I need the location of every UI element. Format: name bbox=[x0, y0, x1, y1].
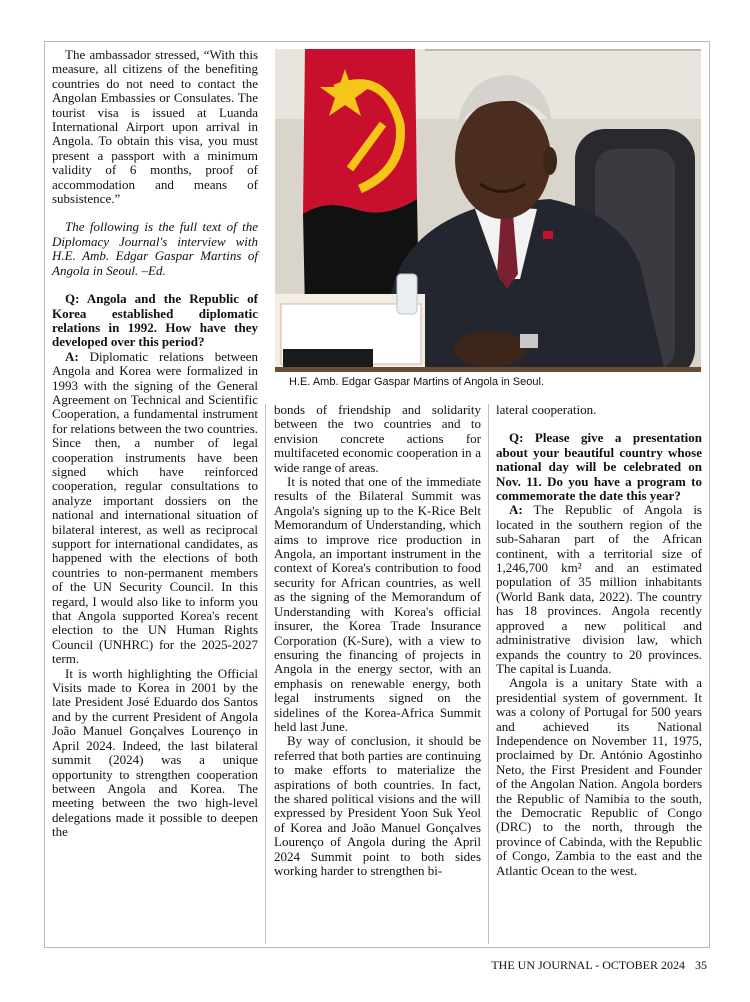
answer-label: A: bbox=[65, 348, 79, 364]
column-divider bbox=[265, 404, 266, 944]
answer-2 bbox=[496, 503, 702, 676]
answer-1 bbox=[52, 350, 258, 667]
intro-paragraph: The ambassador stressed, “With this measure, all citizens of the benefiting countries do not need to contact the Angolan Embassies or Consulates. The tourist visa is issued at Luanda International Airport upon arrival in Angola. To obtain this visa, you must present a passport with a minimum validity of 6 months, proof of accommodation and means of subsistence.” bbox=[52, 47, 258, 207]
answer-1-text: Diplomatic relations between Angola and Korea were formalized in 1993 with the signing of the General Agreement on Technical and Scientific Cooperation, a fundamental instrument for relations between the two countries. Since then, a number of legal cooperation instruments have been signed which have reinforced cooperation, regular consultations to analyze important dossiers on the national and international situation of bilateral interest, as well as reciprocal support for international candidates, as happened with the elections of both countries to non-permanent members of the UN Security Council. In this regard, I would also like to inform you that Angola supported Korea's recent election to the UN Human Rights Council (UNHRC) for the 2025-2027 term. bbox=[52, 348, 258, 667]
answer-2-text: The Republic of Angola is located in the southern region of the sub-Saharan part of the African continent, with a territorial size of 1,246,700 km² and an estimated population of 35 million inhabitants (World Bank data, 2022). The country has 18 provinces. Angola recently approved a new political and administrative division law, which expands the country to 20 provinces. The capital is Luanda. bbox=[496, 502, 702, 676]
page-number: 35 bbox=[695, 958, 707, 972]
column-divider bbox=[488, 404, 489, 944]
answer-label: A: bbox=[509, 502, 523, 518]
question-2: Q: Please give a presentation about your beautiful country whose national day will be celebrated on Nov. 11. Do you have a program to commemorate the date this year? bbox=[496, 430, 702, 504]
photo-caption: H.E. Amb. Edgar Gaspar Martins of Angola in Seoul. bbox=[289, 376, 544, 388]
page-footer bbox=[491, 958, 707, 973]
publication-name: THE UN JOURNAL - OCTOBER 2024 bbox=[491, 958, 685, 972]
body-paragraph: It is worth highlighting the Official Visits made to Korea in 2001 by the late President José Eduardo dos Santos and by the current President of Angola João Manuel Gonçalves Lourenço in April 2024. Indeed, the last bilateral summit (2024) was a unique opportunity to strengthen cooperation between Angola and Korea. The meeting between the two high-level delegations made it possible to deepen the bbox=[52, 665, 258, 840]
article-column-2 bbox=[274, 403, 481, 878]
article-column-1 bbox=[52, 48, 258, 840]
body-paragraph: It is noted that one of the immediate results of the Bilateral Summit was Angola's signing up to the K-Rice Belt Memorandum of Understanding, which aims to improve rice production in Angola, an important instrument in the context of Korea's contribution to food security for African countries, as well as the signing of the Memorandum of Understanding with Korea's official insurer, the Korea Trade Insurance Corporation (K-Sure), with a view to ensuring the financing of projects in Angola in the energy sector, with an emphasis on renewable energy, both legal instruments signed on the sidelines of the Korea-Africa Summit held last June. bbox=[274, 474, 481, 734]
ambassador-photo bbox=[275, 49, 701, 372]
article-column-3 bbox=[496, 403, 702, 878]
body-paragraph: lateral cooperation. bbox=[496, 402, 597, 417]
body-paragraph: By way of conclusion, it should be referred that both parties are continuing to make efforts to materialize the aspirations of both countries. In fact, the shared political visions and the will expressed by President Yoon Suk Yeol of Korea and João Manuel Gonçalves Lourenço of Angola during the April 2024 Summit point to both sides working harder to strengthen bi- bbox=[274, 733, 481, 878]
editor-note: The following is the full text of the Diplomacy Journal's interview with H.E. Amb. Edgar Gaspar Martins of Angola in Seoul. –Ed. bbox=[52, 219, 258, 278]
body-paragraph: Angola is a unitary State with a presidential system of government. It was a colony of Portugal for 500 years and achieved its National Independence on November 11, 1975, proclaimed by Dr. António Agostinho Neto, the First President and Founder of the Angolan Nation. Angola borders the Republic of Namibia to the south, the Democratic Republic of Congo (DRC) to the north, through the province of Cabinda, with the Republic of Congo, Zambia to the east and the Atlantic Ocean to the west. bbox=[496, 675, 702, 878]
body-paragraph: bonds of friendship and solidarity between the two countries and to envision concrete actions for multifaceted economic cooperation in a wide range of areas. bbox=[274, 402, 481, 475]
question-1: Q: Angola and the Republic of Korea established diplomatic relations in 1992. How have they developed over this period? bbox=[52, 291, 258, 350]
